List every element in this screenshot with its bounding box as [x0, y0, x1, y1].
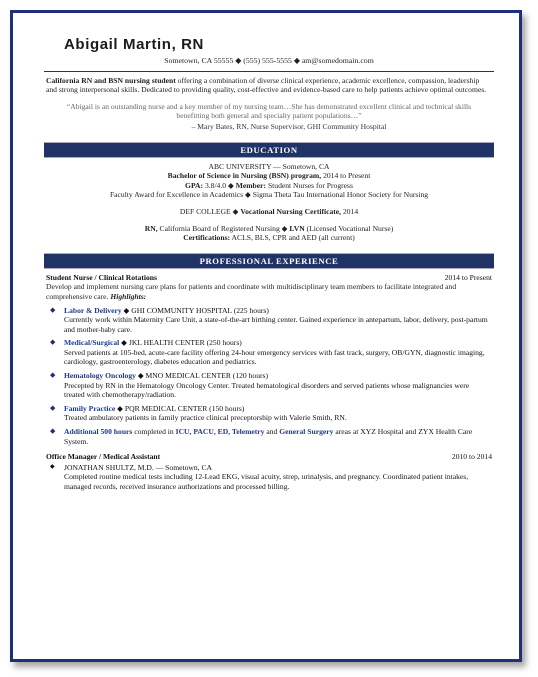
list-item — [40, 371, 498, 400]
certifications-label: Certifications: — [183, 233, 231, 243]
license-line — [40, 224, 498, 234]
gpa-value: 3.8/4.0 ◆ — [203, 180, 236, 190]
member-value: Student Nurses for Progress — [266, 180, 353, 190]
awards-line: Faculty Award for Excellence in Academics ◆ Sigma Theta Tau International Honor Society for Nursing — [109, 190, 429, 200]
item-place: ◆ PQR MEDICAL CENTER (150 hours) — [115, 403, 245, 413]
job2-description: Completed routine medical tests including 12-Lead EKG, visual acuity, strep, urinalysis, and pregnancy. Coordinated patient intakes, managed records, received insurance authorizations and processed billing. — [64, 472, 469, 491]
school-abc: ABC UNIVERSITY — Sometown, CA — [208, 161, 330, 171]
gpa-label: GPA: — [185, 180, 204, 190]
additional-hours: Additional 500 hours — [64, 427, 133, 437]
certifications-value: ACLS, BLS, CPR and AED (all current) — [230, 233, 355, 243]
summary-text: offering a combination of diverse clinical experience, academic excellence, compassion, leadership and strong interpersonal skills. Dedicated to providing quality, cost-effective and evidence-based care to help patients achieve optimal outcomes. — [46, 75, 487, 95]
cert-title: Vocational Nursing Certificate, — [240, 206, 342, 216]
item-text: Treated ambulatory patients in family practice clinical preceptorship with Valerie Smith, RN. — [64, 413, 347, 423]
job2-dates: 2010 to 2014 — [451, 452, 492, 462]
job1-desc-text: Develop and implement nursing care plans for patients and coordinate with multidisciplinary team members to facilitate integrated and comprehensive care. — [46, 282, 457, 301]
diamond-icon: ◆ — [50, 338, 56, 347]
item-area: Family Practice — [64, 403, 116, 413]
member-label: Member: — [235, 180, 267, 190]
job2-title: Office Manager / Medical Assistant — [46, 452, 161, 462]
list-item — [40, 306, 498, 335]
degree-line — [40, 171, 498, 181]
item-area: Medical/Surgical — [64, 338, 120, 348]
diamond-icon: ◆ — [50, 427, 56, 436]
diamond-icon: ◆ — [50, 403, 56, 412]
item-text: Precepted by RN in the Hematology Oncology Center. Treated hematological disorders and served patients whose malignancies were treated with chemotherapy/radiation. — [64, 380, 470, 400]
additional-units: ICU, PACU, ED, Telemetry — [175, 427, 265, 437]
additional-rest: areas at XYZ Hospital and ZYX Health Care System. — [64, 427, 473, 446]
contact-line: Sometown, CA 55555 ◆ (555) 555-5555 ◆ am@somedomain.com — [164, 56, 374, 65]
testimonial-attribution: – Mary Bates, RN, Nurse Supervisor, GHI Community Hospital — [191, 121, 387, 131]
item-place: ◆ MNO MEDICAL CENTER (120 hours) — [135, 371, 269, 381]
diamond-icon: ◆ — [50, 371, 56, 380]
degree-dates: 2014 to Present — [321, 171, 371, 181]
job1-header — [40, 273, 498, 283]
additional-and: and — [264, 427, 280, 437]
job1-dates: 2014 to Present — [444, 272, 492, 282]
resume-page — [40, 36, 498, 656]
additional-general-surgery: General Surgery — [279, 427, 334, 437]
list-item — [40, 427, 498, 446]
additional-mid: completed in — [132, 427, 176, 437]
item-place: ◆ GHI COMMUNITY HOSPITAL (225 hours) — [121, 305, 269, 315]
highlights-label: Highlights: — [110, 291, 147, 301]
lvn-label: LVN — [289, 223, 305, 233]
summary-lead: California RN and BSN nursing student — [46, 75, 176, 85]
certifications-line — [40, 233, 498, 243]
degree-title: Bachelor of Science in Nursing (BSN) program, — [167, 171, 322, 181]
school-def — [40, 207, 498, 217]
candidate-name: Abigail Martin, RN — [64, 36, 204, 53]
job2-header — [40, 452, 498, 462]
diamond-icon: ◆ — [50, 463, 55, 470]
school-def-name: DEF COLLEGE ◆ — [179, 206, 241, 216]
list-item — [40, 404, 498, 423]
job1-title: Student Nurse / Clinical Rotations — [46, 272, 157, 282]
education-section — [40, 162, 498, 243]
gpa-line — [40, 181, 498, 191]
header-divider — [44, 71, 494, 72]
item-place: ◆ JKL HEALTH CENTER (250 hours) — [119, 338, 242, 348]
list-item — [40, 463, 498, 492]
rn-text: California Board of Registered Nursing ◆ — [157, 223, 290, 233]
summary-paragraph — [40, 76, 498, 95]
item-text: Served patients at 105-bed, acute-care facility offering 24-hour emergency services with fast track, surgery, OB/GYN, diagnostic imaging, cardiology, gastroenterology, diabetes education and pediatrics. — [64, 347, 485, 367]
education-heading: EDUCATION — [44, 142, 494, 158]
rn-label: RN, — [144, 223, 158, 233]
list-item — [40, 338, 498, 367]
job2-employer: JONATHAN SHULTZ, M.D. — Sometown, CA — [64, 462, 213, 472]
item-text: Currently work within Maternity Care Unit, a state-of-the-art birthing center. Gained experience in antepartum, labor, delivery, post-partum and mother-baby care. — [64, 315, 488, 334]
job1-description — [40, 282, 498, 301]
lvn-text: (Licensed Vocational Nurse) — [304, 223, 394, 233]
cert-year: 2014 — [341, 206, 359, 216]
item-area: Labor & Delivery — [64, 305, 122, 315]
item-area: Hematology Oncology — [64, 371, 136, 381]
experience-heading: PROFESSIONAL EXPERIENCE — [44, 253, 494, 269]
testimonial-quote: “Abigail is an outstanding nurse and a key member of my nursing team…She has demonstrated excellent clinical and technical skills benefitting both general and specialty patient populations…” — [66, 101, 472, 121]
diamond-icon: ◆ — [50, 305, 56, 314]
